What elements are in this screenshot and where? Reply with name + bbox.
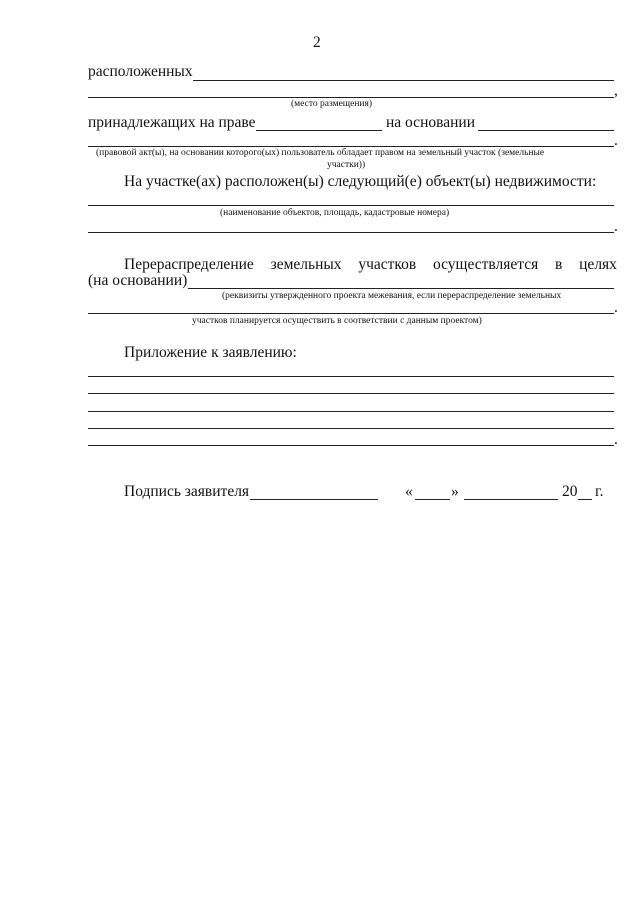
redistribution-basis-input-line[interactable] [188, 288, 614, 289]
project-caption-2: участков планируется осуществить в соответствии с данным проектом) [192, 316, 482, 326]
redistribution-basis-label: (на основании) [88, 272, 188, 289]
right-type-input-line[interactable] [256, 130, 382, 131]
comma: , [614, 82, 618, 99]
basis-input-line[interactable] [478, 130, 614, 131]
date-close-quote: » [451, 483, 459, 500]
objects-input-line[interactable] [88, 205, 614, 206]
redistribution-word: целях [579, 256, 617, 273]
day-input-line[interactable] [415, 499, 450, 500]
attachment-input-line[interactable] [88, 428, 614, 429]
redistribution-word: в [555, 256, 563, 273]
year-input-line[interactable] [578, 499, 592, 500]
year-suffix: г. [595, 483, 604, 500]
objects-caption: (наименование объектов, площадь, кадастровые номера) [220, 208, 450, 218]
location-input-line-2[interactable] [88, 97, 614, 98]
signature-input-line[interactable] [250, 499, 378, 500]
objects-heading: На участке(ах) расположен(ы) следующий(е) объект(ы) недвижимости: [124, 173, 597, 190]
owned-by-right-label: принадлежащих на праве [88, 114, 256, 131]
redistribution-word: Перераспределение [124, 256, 254, 273]
project-input-line[interactable] [88, 313, 614, 314]
period: . [614, 132, 618, 149]
legal-act-caption-2: участки)) [327, 160, 366, 170]
period-3: . [614, 299, 618, 316]
period-2: . [614, 218, 618, 235]
redistribution-word: осуществляется [433, 256, 539, 273]
attachment-input-line[interactable] [88, 376, 614, 377]
signature-label: Подпись заявителя [124, 483, 250, 500]
legal-act-caption-1: (правовой акт(ы), на основании которого(ых) пользователь обладает правом на земельный участок (земельные [96, 148, 545, 158]
location-input-line[interactable] [193, 80, 614, 81]
redistribution-word: участков [358, 256, 417, 273]
year-prefix: 20 [562, 483, 578, 500]
legal-act-input-line[interactable] [88, 146, 614, 147]
page-number: 2 [313, 34, 321, 51]
location-caption: (место размещения) [291, 99, 373, 109]
date-open-quote: « [405, 483, 413, 500]
attachment-heading: Приложение к заявлению: [124, 344, 297, 361]
attachment-input-line[interactable] [88, 393, 614, 394]
redistribution-word: земельных [270, 256, 342, 273]
located-label: расположенных [88, 63, 193, 80]
attachment-input-line[interactable] [88, 411, 614, 412]
attachment-input-line[interactable] [88, 445, 614, 446]
on-basis-label: на основании [386, 114, 475, 131]
month-input-line[interactable] [464, 499, 558, 500]
objects-input-line-2[interactable] [88, 232, 614, 233]
redistribution-line [124, 256, 617, 274]
project-caption-1: (реквизиты утвержденного проекта межевания, если перераспределение земельных [222, 291, 562, 301]
period-4: . [614, 431, 618, 448]
